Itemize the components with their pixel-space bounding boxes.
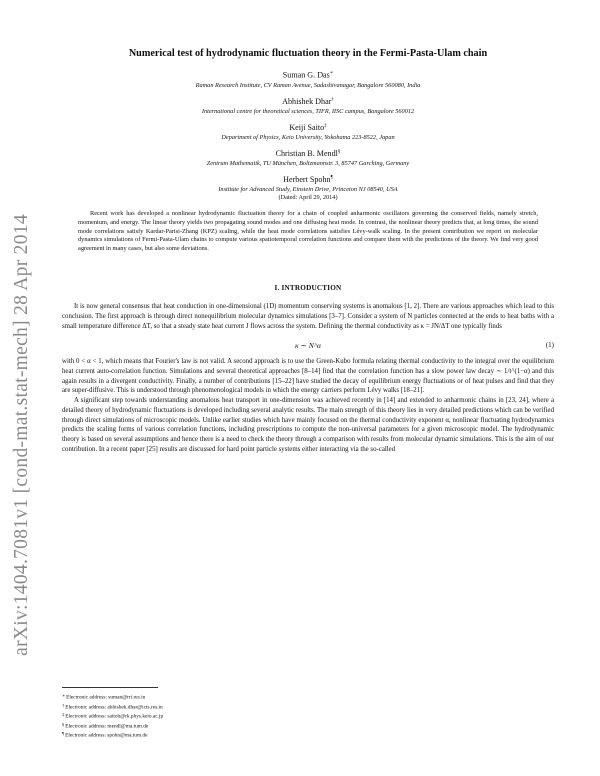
author-name: Keiji Saito‡: [289, 122, 327, 132]
intro-paragraph: It is now general consensus that heat conduction in one-dimensional (1D) momentum conserving systems is anomalous [1, 2]. There are various approaches which lead to this conclusion. The first approach is through direct nonequilibrium molecular dynamics simulations [3–7]. Consider a system of N particles connected at the ends to heat baths with a small temperature difference ΔT, so that a steady state heat current J flows across the system. Defining the thermal conductivity as κ = JN/ΔT one typically finds: [62, 303, 554, 330]
author-affiliation: Raman Research Institute, CV Raman Avenue, Sadashivanagar, Bangalore 560080, India: [195, 81, 421, 89]
intro-paragraph: A significant step towards understanding anomalous heat transport in one-dimension was achieved recently in [14] and extended to anharmonic chains in [23, 24], where a detailed theory of hydrodynamic fluctuations is developed including several analytic results. The main strength of this theory lies in very detailed predictions which can be verified through direct simulations of microscopic models. Unlike earlier studies which have mainly focused on the thermal conductivity exponent α, nonlinear fluctuating hydrodynamics predicts the scaling forms of various correlation functions, including prescriptions to compute the non-universal parameters for a given microscopic model. The hydrodynamic theory is based on several assumptions and hence there is a need to check the theory through a comparison with results from molecular dynamic simulations. This is the aim of our contribution. In a recent paper [25] results are discussed for hard point particle systems either interacting via the so-called: [62, 397, 554, 453]
equation-number: (1): [545, 341, 554, 350]
arxiv-identifier-stamp: [2, 160, 42, 710]
footnote: ¶Electronic address: spohn@ma.tum.de: [62, 731, 148, 739]
abstract: Recent work has developed a nonlinear hydrodynamic fluctuation theory for a chain of coupled anharmonic oscillators governing the conserved fields, namely stretch, momentum, and energy. The linear theory yields two propagating sound modes and one diffusing heat mode. In contrast, the nonlinear theory predicts that, at long times, the sound mode correlations satisfy Kardar-Parisi-Zhang (KPZ) scaling, while the heat mode correlations satisfies Lévy-walk scaling. In the present contribution we report on molecular dynamics simulations of Fermi-Pasta-Ulam chains to compute various spatiotemporal correlation functions and compare them with the predictions of the theory. We find very good agreement in many cases, but also some deviations.: [78, 209, 538, 253]
footnotes: [62, 692, 542, 740]
footnote: ∗Electronic address: suman@rri.res.in: [62, 693, 146, 701]
author-affiliation: Zentrum Mathematik, TU München, Boltzmannstr. 3, 85747 Garching, Germany: [206, 159, 410, 167]
author-name: Abhishek Dhar†: [282, 96, 334, 106]
author-name: Christian B. Mendl§: [275, 148, 341, 158]
paper-page: [62, 48, 554, 454]
author-affiliation: International centre for theoretical sciences, TIFR, IISC campus, Bangalore 560012: [201, 107, 415, 115]
footnote: §Electronic address: mendl@ma.tum.de: [62, 721, 149, 730]
intro-paragraph: with 0 < α < 1, which means that Fourier's law is not valid. A second approach is to use the Green-Kubo formula relating thermal conductivity to the integral over the equilibrium heat current auto-correlation function. Simulations and several theoretical approaches [8–14] find that the correlation function has a slow power law decay ∼ 1/t^(1−α) and this again results in a divergent conductivity. Finally, a number of contributions [15–22] have studied the decay of equilibrium energy fluctuations or of heat pulses and find that they are super-diffusive. This is understood through phenomenological models in which the energy carriers perform Lévy walks [18–21].: [62, 358, 554, 395]
author-name: Herbert Spohn¶: [283, 174, 333, 184]
author-affiliation: Department of Physics, Keio University, Yokohama 223-8522, Japan: [221, 133, 395, 141]
footnote: †Electronic address: abhishek.dhar@icts.res.in: [62, 702, 163, 711]
author-affiliation: Institute for Advanced Study, Einstein Drive, Princeton NJ 08540, USA: [218, 185, 398, 193]
dated-line: (Dated: April 29, 2014): [278, 193, 338, 201]
footnote: ‡Electronic address: saitoh@rk.phys.keio.ac.jp: [62, 712, 164, 720]
footnote-rule: [62, 687, 158, 688]
equation-1: [62, 337, 554, 357]
paper-title: Numerical test of hydrodynamic fluctuation theory in the Fermi-Pasta-Ulam chain: [128, 48, 488, 59]
arxiv-identifier-text: arXiv:1404.7081v1 [cond-mat.stat-mech] 28 Apr 2014: [11, 214, 32, 656]
section-heading: I. INTRODUCTION: [274, 284, 342, 293]
author-block: [62, 70, 554, 201]
author-name: Suman G. Das∗: [282, 70, 334, 80]
equation-body: κ ∼ N^α: [294, 341, 322, 351]
